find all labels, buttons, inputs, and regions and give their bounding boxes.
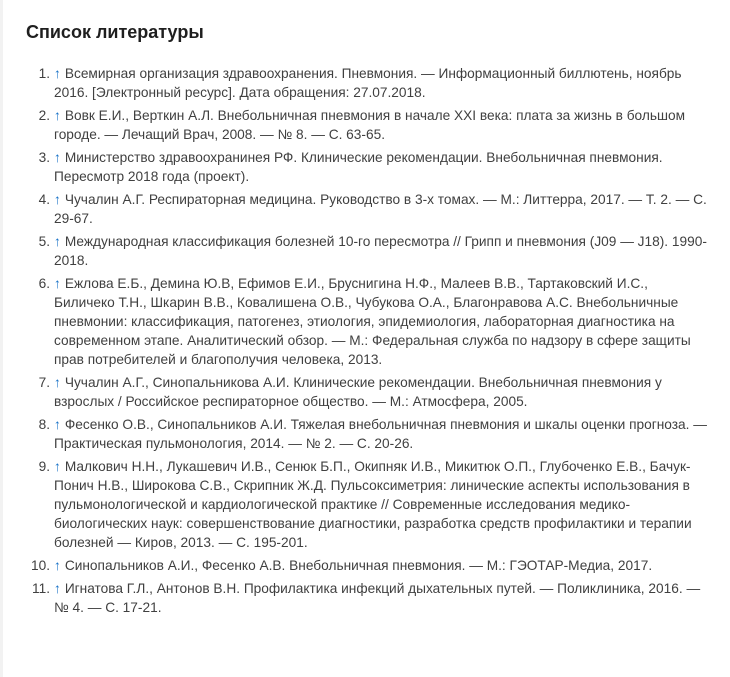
- reference-item: [26, 556, 712, 575]
- reference-number: 7.: [38, 375, 50, 390]
- references-list: [26, 64, 712, 617]
- reference-text: Ежлова Е.Б., Демина Ю.В, Ефимов Е.И., Бруснигина Н.Ф., Малеев В.В., Тартаковский И.С., Биличеко Т.Н., Шкарин В.В., Ковалишена О.В., Чубукова О.А., Благонравова А.С. Внебольничные пневмонии: классификация, патогенез, этиология, эпидемиология, лабораторная диагностика на современном этапе. Аналитический обзор. — М.: Федеральная служба по надзору в сфере защиты прав потребителей и благополучия человека, 2013.: [54, 276, 691, 367]
- back-arrow-icon[interactable]: ↑: [54, 66, 61, 81]
- reference-number: 11.: [31, 581, 50, 596]
- reference-text: Чучалин А.Г. Респираторная медицина. Руководство в 3-х томах. — М.: Литтерра, 2017. — Т. 2. — С. 29-67.: [54, 192, 707, 226]
- back-arrow-icon[interactable]: ↑: [54, 558, 61, 573]
- reference-number: 2.: [38, 108, 50, 123]
- back-arrow-icon[interactable]: ↑: [54, 276, 61, 291]
- reference-item: [26, 415, 712, 453]
- reference-item: [26, 457, 712, 552]
- reference-text: Чучалин А.Г., Синопальникова А.И. Клинические рекомендации. Внебольничная пневмония у взрослых / Российское респираторное общество. — М.: Атмосфера, 2005.: [54, 375, 662, 409]
- back-arrow-icon[interactable]: ↑: [54, 375, 61, 390]
- reference-text: Всемирная организация здравоохранения. Пневмония. — Информационный биллютень, ноябрь 2016. [Электронный ресурс]. Дата обращения: 27.07.2018.: [54, 66, 682, 100]
- reference-number: 6.: [38, 276, 50, 291]
- reference-item: [26, 232, 712, 270]
- reference-number: 8.: [38, 417, 50, 432]
- reference-text: Фесенко О.В., Синопальников А.И. Тяжелая внебольничная пневмония и шкалы оценки прогноза. — Практическая пульмонология, 2014. — № 2. — С. 20-26.: [54, 417, 707, 451]
- reference-number: 9.: [38, 459, 50, 474]
- back-arrow-icon[interactable]: ↑: [54, 417, 61, 432]
- back-arrow-icon[interactable]: ↑: [54, 581, 61, 596]
- reference-text: Малкович Н.Н., Лукашевич И.В., Сенюк Б.П., Окипняк И.В., Микитюк О.П., Глубоченко Е.В., Бачук-Понич Н.В., Широкова С.В., Скрипник Ж.Д. Пульсоксиметрия: линические аспекты использования в пульмонологической и кардиологической практике // Современные исследования медико-биологических наук: совершенствование диагностики, разработка средств профилактики и терапии болезней — Киров, 2013. — С. 195-201.: [54, 459, 692, 550]
- back-arrow-icon[interactable]: ↑: [54, 234, 61, 249]
- back-arrow-icon[interactable]: ↑: [54, 459, 61, 474]
- reference-text: Министерство здравоохранинея РФ. Клинические рекомендации. Внебольничная пневмония. Пересмотр 2018 года (проект).: [54, 150, 663, 184]
- back-arrow-icon[interactable]: ↑: [54, 150, 61, 165]
- reference-number: 1.: [38, 66, 50, 81]
- reference-number: 10.: [30, 558, 50, 573]
- reference-number: 3.: [38, 150, 50, 165]
- reference-item: [26, 64, 712, 102]
- reference-item: [26, 579, 712, 617]
- reference-text: Международная классификация болезней 10-го пересмотра // Грипп и пневмония (J09 — J18). 1990-2018.: [54, 234, 707, 268]
- back-arrow-icon[interactable]: ↑: [54, 192, 61, 207]
- reference-item: [26, 373, 712, 411]
- reference-text: Игнатова Г.Л., Антонов В.Н. Профилактика инфекций дыхательных путей. — Поликлиника, 2016. — № 4. — С. 17-21.: [54, 581, 701, 615]
- reference-number: 5.: [38, 234, 50, 249]
- back-arrow-icon[interactable]: ↑: [54, 108, 61, 123]
- left-edge-divider: [0, 0, 3, 677]
- reference-text: Вовк Е.И., Верткин А.Л. Внебольничная пневмония в начале XXI века: плата за жизнь в большом городе. — Лечащий Врач, 2008. — № 8. — С. 63-65.: [54, 108, 685, 142]
- reference-item: [26, 106, 712, 144]
- reference-item: [26, 190, 712, 228]
- reference-item: [26, 274, 712, 369]
- section-title: Список литературы: [26, 22, 204, 42]
- reference-text: Синопальников А.И., Фесенко А.В. Внебольничная пневмония. — М.: ГЭОТАР-Медиа, 2017.: [64, 558, 653, 573]
- reference-item: [26, 148, 712, 186]
- reference-number: 4.: [38, 192, 50, 207]
